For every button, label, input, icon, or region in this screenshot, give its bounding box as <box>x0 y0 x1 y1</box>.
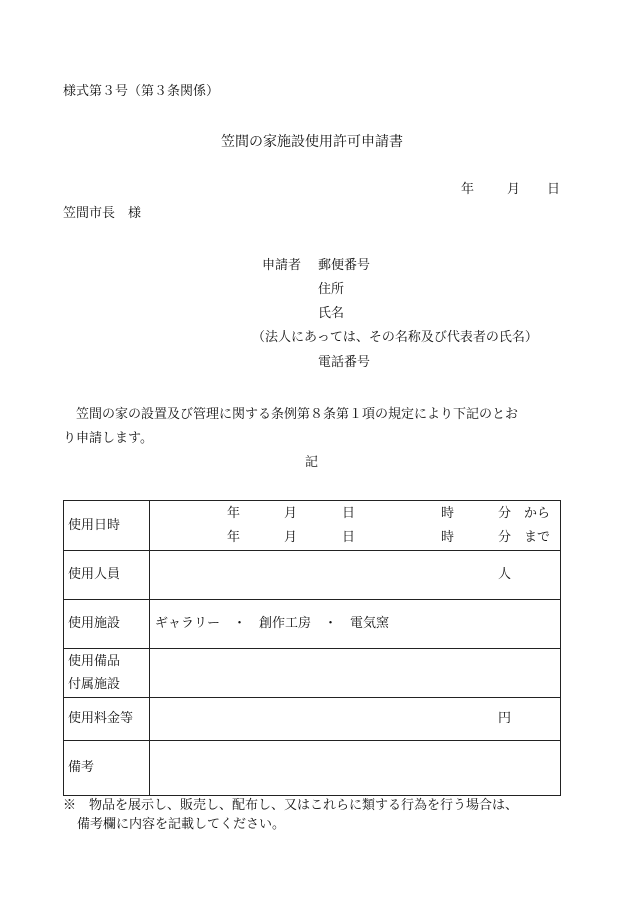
persons-unit: 人 <box>498 567 512 582</box>
until-day-label: 日 <box>342 530 356 545</box>
datetime-label: 使用日時 <box>68 518 121 533</box>
from-minute-label: 分 <box>498 506 512 521</box>
until-month-label: 月 <box>284 530 298 545</box>
applicant-name-label: 氏名 <box>318 306 345 321</box>
footnote-line-1: ※ 物品を展示し、販売し、配布し、又はこれらに類する行為を行う場合は、 <box>63 798 519 813</box>
equipment-label: 使用備品 <box>68 654 121 669</box>
fee-unit: 円 <box>498 711 512 726</box>
table-grid-lines <box>63 500 561 796</box>
date-year-label: 年 <box>461 182 475 197</box>
body-text-line-1: 笠間の家の設置及び管理に関する条例第８条第１項の規定により下記のとお <box>76 407 519 422</box>
footnote-line-2: 備考欄に内容を記載してください。 <box>77 817 286 832</box>
from-hour-label: 時 <box>441 506 455 521</box>
date-month-label: 月 <box>507 182 521 197</box>
applicant-heading: 申請者 <box>262 258 302 273</box>
body-text-line-2: り申請します。 <box>63 431 153 446</box>
document-title: 笠間の家施設使用許可申請書 <box>221 134 403 150</box>
until-label: まで <box>524 530 551 545</box>
persons-label: 使用人員 <box>68 567 121 582</box>
date-day-label: 日 <box>547 182 561 197</box>
until-year-label: 年 <box>227 530 241 545</box>
from-year-label: 年 <box>227 506 241 521</box>
application-table <box>63 500 561 796</box>
facility-options: ギャラリー ・ 創作工房 ・ 電気窯 <box>155 616 390 631</box>
ki-heading: 記 <box>305 455 319 470</box>
applicant-corp-note: （法人にあっては、その名称及び代表者の氏名） <box>252 330 538 345</box>
applicant-postal-label: 郵便番号 <box>318 258 371 273</box>
from-day-label: 日 <box>342 506 356 521</box>
facility-label: 使用施設 <box>68 616 121 631</box>
fee-label: 使用料金等 <box>68 711 134 726</box>
remarks-label: 備考 <box>68 760 95 775</box>
from-label: から <box>524 506 551 521</box>
applicant-phone-label: 電話番号 <box>318 355 371 370</box>
attached-facility-label: 付属施設 <box>68 677 121 692</box>
applicant-address-label: 住所 <box>318 282 345 297</box>
form-number: 様式第３号（第３条関係） <box>63 84 220 99</box>
until-hour-label: 時 <box>441 530 455 545</box>
from-month-label: 月 <box>284 506 298 521</box>
addressee: 笠間市長 様 <box>63 206 142 221</box>
until-minute-label: 分 <box>498 530 512 545</box>
